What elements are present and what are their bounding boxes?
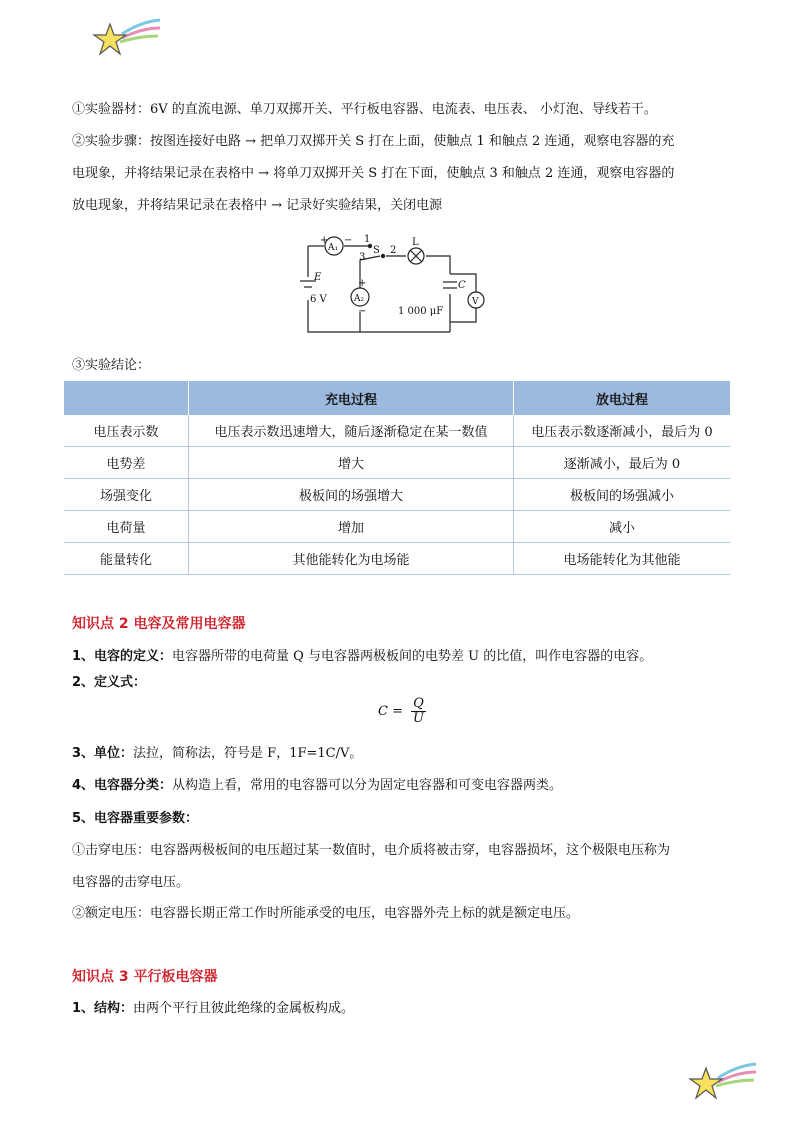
kp2-heading: 知识点 2 电容及常用电容器 — [72, 616, 246, 632]
terminal-2-label: 2 — [390, 245, 397, 256]
table-header-cell: 充电过程 — [189, 381, 514, 415]
conclusion-label: ③实验结论： — [72, 358, 151, 373]
shooting-star-icon — [92, 16, 164, 60]
structure-label: 1、结构： — [72, 1001, 134, 1016]
params-label: 5、电容器重要参数： — [72, 811, 199, 826]
kp3-heading: 知识点 3 平行板电容器 — [72, 969, 218, 985]
equipment-text: ①实验器材：6V 的直流电源、单刀双掷开关、平行板电容器、电流表、电压表、 小灯泡、导线若干。 — [72, 102, 657, 117]
terminal-3-label: 3 — [359, 252, 366, 263]
plus-sign-1: + — [320, 235, 329, 246]
table-cell: 其他能转化为电场能 — [189, 543, 514, 575]
classification-text — [72, 777, 562, 795]
table-cell: 电压表示数逐渐减小，最后为 0 — [514, 415, 731, 447]
formula-lhs: C = — [378, 704, 403, 719]
table-row — [64, 447, 730, 479]
table-cell: 极板间的场强增大 — [189, 479, 514, 511]
table-header-cell — [64, 381, 189, 415]
emf-label: E — [314, 272, 322, 283]
classification-label: 4、电容器分类： — [72, 778, 173, 793]
steps-text-3: 放电现象，并将结果记录在表格中 → 记录好实验结果，关闭电源 — [72, 198, 443, 213]
definition-text: 电容器所带的电荷量 Q 与电容器两极板间的电势差 U 的比值，叫作电容器的电容。 — [172, 649, 653, 664]
capacitance-label: 1 000 μF — [398, 306, 444, 317]
table-cell: 电压表示数 — [64, 415, 189, 447]
circuit-diagram — [298, 232, 494, 338]
minus-sign-1: − — [344, 235, 353, 246]
table-row — [64, 479, 730, 511]
switch-label: S — [373, 245, 380, 256]
table-cell: 极板间的场强减小 — [514, 479, 731, 511]
classification-body: 从构造上看，常用的电容器可以分为固定电容器和可变电容器两类。 — [172, 778, 563, 793]
table-cell: 电势差 — [64, 447, 189, 479]
structure-text — [72, 1000, 354, 1018]
table-row — [64, 511, 730, 543]
terminal-1-label: 1 — [364, 234, 371, 245]
table-row — [64, 415, 730, 447]
formula-label: 2、定义式： — [72, 675, 147, 690]
table-cell: 能量转化 — [64, 543, 189, 575]
capacitance-definition — [72, 648, 652, 666]
structure-body: 由两个平行且彼此绝缘的金属板构成。 — [133, 1001, 355, 1016]
unit-body: 法拉，简称法，符号是 F，1F=1C/V。 — [133, 746, 363, 761]
table-row — [64, 543, 730, 575]
table-cell: 逐渐减小，最后为 0 — [514, 447, 731, 479]
table-cell: 电压表示数迅速增大，随后逐渐稳定在某一数值 — [189, 415, 514, 447]
lamp-label: L — [412, 237, 419, 248]
table-cell: 减小 — [514, 511, 731, 543]
breakdown-voltage-text-2: 电容器的击穿电压。 — [72, 875, 190, 890]
minus-sign-2: − — [358, 306, 367, 317]
experiment-results-table — [64, 381, 730, 575]
shooting-star-icon — [688, 1060, 760, 1104]
rated-voltage-text: ②额定电压：电容器长期正常工作时所能承受的电压，电容器外壳上标的就是额定电压。 — [72, 906, 580, 921]
capacitor-label: C — [458, 280, 466, 291]
steps-text-1: ②实验步骤：按图连接好电路 → 把单刀双掷开关 S 打在上面，使触点 1 和触点 2 连通，观察电容器的充 — [72, 134, 675, 149]
capacitance-formula — [378, 697, 426, 726]
ammeter-1-label: A₁ — [328, 243, 339, 253]
unit-text — [72, 745, 362, 763]
table-header-row — [64, 381, 730, 415]
table-header-cell: 放电过程 — [514, 381, 731, 415]
ammeter-2-label: A₂ — [354, 294, 365, 304]
formula-fraction — [411, 697, 426, 726]
steps-text-2: 电现象，并将结果记录在表格中 → 将单刀双掷开关 S 打在下面，使触点 3 和触点 2 连通，观察电容器的 — [72, 166, 675, 181]
table-cell: 增加 — [189, 511, 514, 543]
table-cell: 电场能转化为其他能 — [514, 543, 731, 575]
voltage-label: 6 V — [310, 294, 327, 305]
table-cell: 场强变化 — [64, 479, 189, 511]
plus-sign-2: + — [358, 278, 367, 289]
table-cell: 增大 — [189, 447, 514, 479]
formula-denominator: U — [412, 711, 424, 726]
table-cell: 电荷量 — [64, 511, 189, 543]
breakdown-voltage-text-1: ①击穿电压：电容器两极板间的电压超过某一数值时，电介质将被击穿，电容器损坏，这个极限电压称为 — [72, 843, 671, 858]
unit-label: 3、单位： — [72, 746, 134, 761]
definition-label: 1、电容的定义： — [72, 649, 173, 664]
voltmeter-label: V — [472, 297, 479, 307]
formula-numerator: Q — [413, 696, 424, 711]
